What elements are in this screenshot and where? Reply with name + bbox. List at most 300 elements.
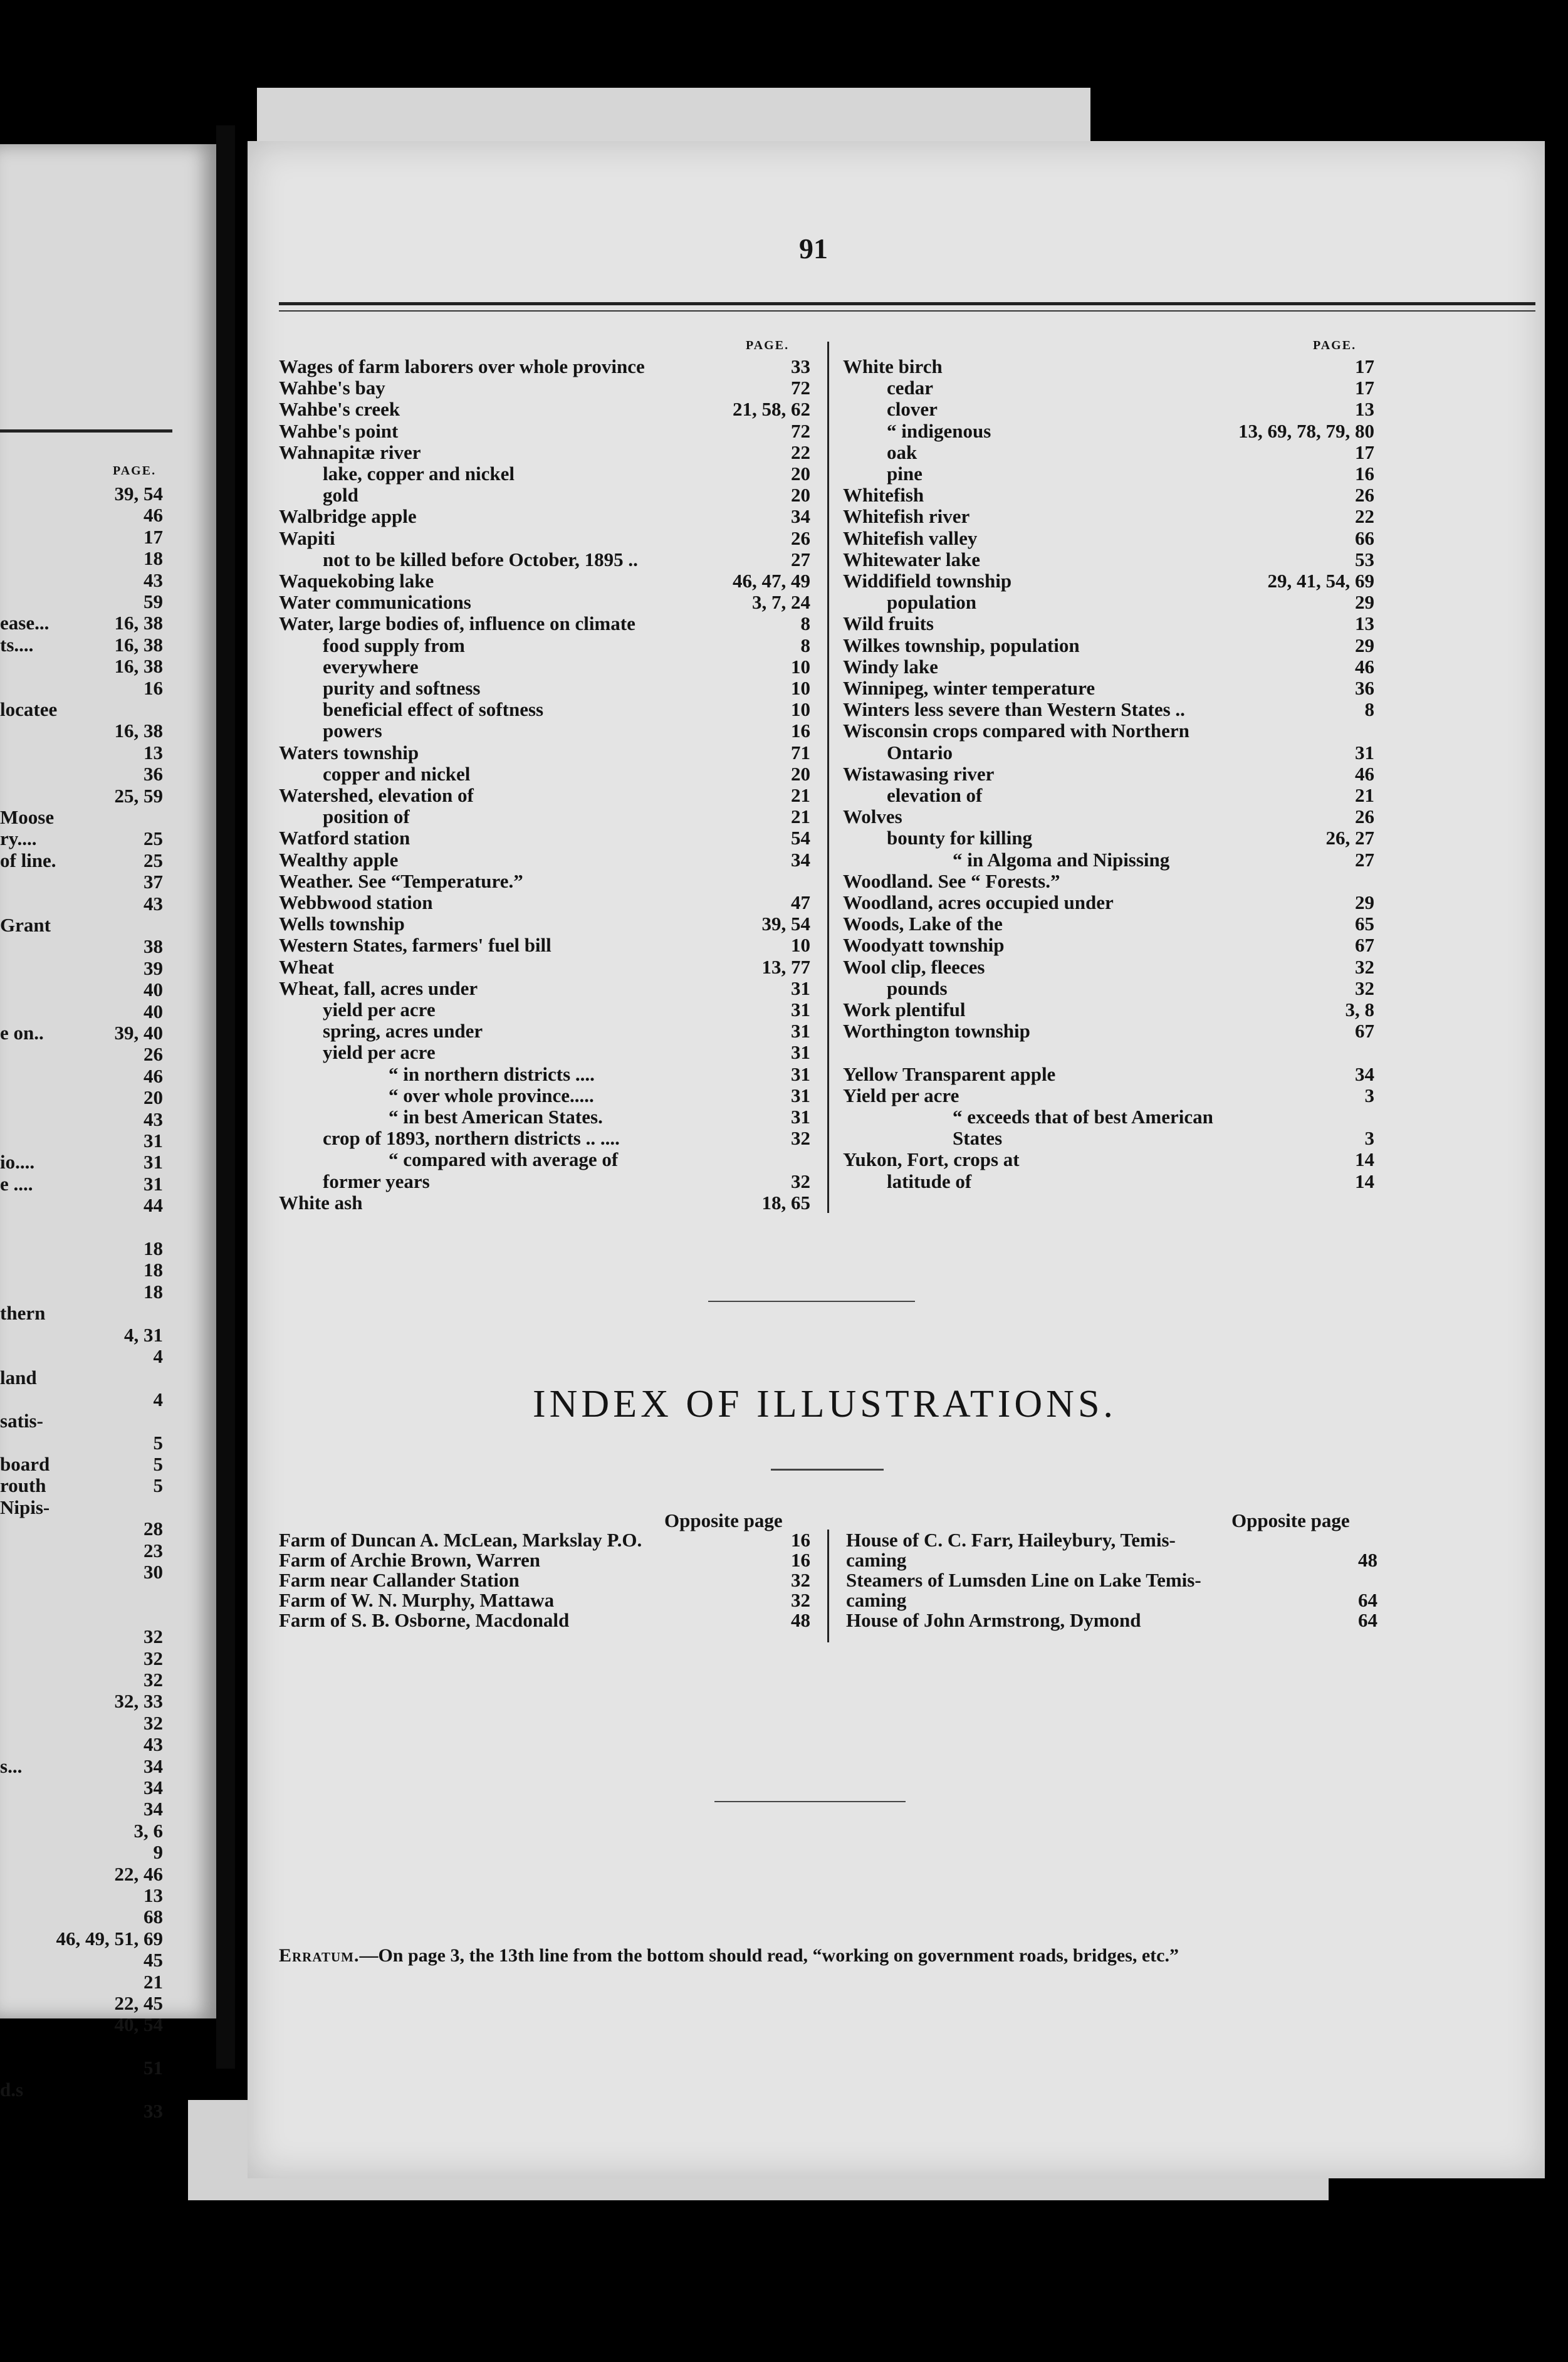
- page-number: 91: [799, 233, 828, 265]
- index-entry: [843, 935, 1374, 956]
- entry-page: 21: [791, 784, 810, 806]
- index-entry: [279, 528, 810, 549]
- entry-text: House of John Armstrong, Dymond: [846, 1609, 1141, 1631]
- entry-page: 16: [791, 1529, 810, 1551]
- facing-entry-page: 18: [144, 547, 163, 570]
- entry-page: 65: [1355, 913, 1374, 935]
- index-entry: [843, 720, 1374, 742]
- entry-text: pounds: [887, 977, 948, 999]
- entry-page: 67: [1355, 934, 1374, 957]
- facing-entry-page: 43: [144, 569, 163, 591]
- facing-entry-text: ease...: [0, 612, 50, 634]
- entry-page: 31: [791, 1106, 810, 1128]
- section-separator: [708, 1301, 915, 1302]
- entry-page: 8: [1364, 698, 1374, 721]
- title-underline: [771, 1469, 884, 1471]
- entry-text: Webbwood station: [279, 891, 433, 913]
- index-entry: [279, 613, 810, 634]
- entry-page: 31: [791, 1041, 810, 1064]
- facing-page: [0, 144, 216, 2122]
- entry-text: Water, large bodies of, influence on climate: [279, 612, 635, 635]
- index-entry: [279, 1106, 810, 1128]
- header-rule-thin: [279, 310, 1535, 312]
- entry-text: Farm of Archie Brown, Warren: [279, 1549, 541, 1571]
- facing-entry-page: 23: [144, 1539, 163, 1562]
- facing-entry-page: 4: [153, 1345, 163, 1367]
- index-entry: [279, 957, 810, 978]
- entry-page: 16: [791, 1549, 810, 1571]
- index-entry: [279, 1590, 810, 1610]
- facing-entry-page: 33: [144, 2100, 163, 2122]
- index-entry: [843, 957, 1374, 978]
- entry-text: Wilkes township, population: [843, 634, 1080, 656]
- facing-entry-text: Grant: [0, 914, 51, 936]
- facing-entry-page: 17: [144, 525, 163, 548]
- index-entry: [843, 892, 1374, 913]
- index-entry: [843, 1128, 1374, 1149]
- index-entry: [279, 1192, 810, 1214]
- facing-entry-page: 16, 38: [114, 612, 163, 634]
- gutter-shadow: [216, 125, 235, 2069]
- facing-entry-page: 34: [144, 1777, 163, 1798]
- index-entry: [279, 399, 810, 420]
- facing-entry-text: e on..: [0, 1022, 44, 1044]
- entry-text: “ indigenous: [887, 419, 991, 442]
- entry-page: 26: [791, 527, 810, 549]
- facing-entry-page: 25, 59: [114, 784, 163, 807]
- index-entry: [843, 678, 1374, 699]
- entry-page: 17: [1355, 377, 1374, 399]
- entry-text: Wahnapitæ river: [279, 441, 421, 463]
- entry-page: 32: [1355, 977, 1374, 999]
- index-entry: [279, 1550, 810, 1570]
- index-entry: [279, 592, 810, 613]
- index-entry: [279, 356, 810, 377]
- entry-page: 26, 27: [1325, 827, 1374, 849]
- entry-text: “ exceeds that of best American: [953, 1106, 1213, 1128]
- index-entry: [279, 1570, 810, 1590]
- entry-page: 3, 7, 24: [752, 591, 810, 614]
- entry-page: 32: [791, 1127, 810, 1150]
- entry-text: Winnipeg, winter temperature: [843, 677, 1095, 699]
- entry-text: Wheat, fall, acres under: [279, 977, 478, 999]
- erratum-note: [279, 1943, 1369, 1968]
- entry-text: Farm of Duncan A. McLean, Markslay P.O.: [279, 1529, 642, 1551]
- index-entry: [279, 549, 810, 570]
- entry-text: Woodyatt township: [843, 934, 1005, 957]
- index-entry: [846, 1530, 1377, 1550]
- facing-entry-page: 38: [144, 935, 163, 958]
- index-entry: [843, 570, 1374, 592]
- entry-page: 46: [1355, 762, 1374, 785]
- index-entry: [846, 1550, 1377, 1570]
- facing-entry-page: 5: [153, 1453, 163, 1475]
- entry-text: Wistawasing river: [843, 762, 995, 785]
- entry-page: 66: [1355, 527, 1374, 549]
- entry-text: Wild fruits: [843, 612, 934, 635]
- facing-entry-page: 18: [144, 1259, 163, 1281]
- entry-text: Woods, Lake of the: [843, 913, 1003, 935]
- entry-text: Wahbe's bay: [279, 377, 385, 399]
- index-entry: [843, 1042, 1374, 1063]
- entry-text: former years: [323, 1170, 430, 1192]
- entry-text: pine: [887, 463, 923, 485]
- illustrations-divider: [827, 1530, 829, 1642]
- entry-text: crop of 1893, northern districts .. ....: [323, 1127, 620, 1150]
- entry-text: Wells township: [279, 913, 405, 935]
- entry-page: 20: [791, 463, 810, 485]
- entry-page: 32: [791, 1589, 810, 1611]
- facing-entry-page: 40: [144, 979, 163, 1001]
- entry-text: “ in Algoma and Nipissing: [953, 848, 1170, 871]
- entry-text: Weather. See “Temperature.”: [279, 869, 523, 892]
- entry-page: 29: [1355, 634, 1374, 656]
- index-entry: [279, 1149, 810, 1170]
- entry-text: Waquekobing lake: [279, 570, 434, 592]
- erratum-text: —On page 3, the 13th line from the bottom should read, “working on government roads, bridges, etc.”: [359, 1945, 1179, 1966]
- facing-entry-page: 40: [144, 1000, 163, 1022]
- facing-entry-text: s...: [0, 1755, 23, 1777]
- index-entry: [279, 913, 810, 935]
- facing-entry-page: 4: [153, 1388, 163, 1410]
- entry-text: Farm near Callander Station: [279, 1569, 520, 1591]
- entry-text: States: [953, 1127, 1003, 1150]
- entry-text: Woodland. See “ Forests.”: [843, 869, 1060, 892]
- entry-page: 32: [791, 1170, 810, 1192]
- left-col-page-header: PAGE.: [746, 339, 790, 352]
- index-entry: [843, 764, 1374, 785]
- index-entry: [279, 699, 810, 720]
- entry-page: 72: [791, 377, 810, 399]
- facing-entry-text: Nipis-: [0, 1496, 50, 1518]
- facing-entry-page: 46, 49, 51, 69: [56, 1927, 163, 1950]
- facing-entry-text: of line.: [0, 849, 56, 871]
- facing-entry-page: 34: [144, 1755, 163, 1777]
- index-entry: [279, 442, 810, 463]
- facing-entry-page: 22, 46: [114, 1862, 163, 1885]
- index-entry: [279, 570, 810, 592]
- index-entry: [843, 827, 1374, 849]
- index-entry: [843, 1064, 1374, 1085]
- index-entry: [279, 871, 810, 892]
- index-entry: [843, 785, 1374, 806]
- facing-entry-page: 26: [144, 1043, 163, 1066]
- index-entry: [843, 356, 1374, 377]
- facing-entry-page: 46: [144, 1064, 163, 1087]
- index-entry: [279, 1171, 810, 1192]
- index-entry: [843, 849, 1374, 871]
- entry-text: Watford station: [279, 827, 410, 849]
- facing-entry-page: 68: [144, 1906, 163, 1928]
- facing-entry-page: 25: [144, 827, 163, 850]
- facing-entry-text: Moose: [0, 806, 55, 828]
- entry-text: Water communications: [279, 591, 471, 614]
- entry-page: 21, 58, 62: [733, 398, 810, 421]
- index-entry: [279, 827, 810, 849]
- entry-page: 22: [1355, 505, 1374, 528]
- entry-text: Watershed, elevation of: [279, 784, 474, 806]
- entry-text: Widdifield township: [843, 570, 1012, 592]
- facing-entry-page: 18: [144, 1280, 163, 1303]
- entry-text: Farm of W. N. Murphy, Mattawa: [279, 1589, 555, 1611]
- entry-page: 10: [791, 677, 810, 699]
- entry-text: Winters less severe than Western States ..: [843, 698, 1185, 721]
- entry-text: Whitefish valley: [843, 527, 978, 549]
- entry-text: powers: [323, 720, 382, 742]
- entry-text: Waters township: [279, 741, 419, 764]
- index-entry: [279, 377, 810, 399]
- entry-text: Wahbe's point: [279, 419, 399, 442]
- entry-page: 31: [791, 977, 810, 999]
- facing-entry-text: d.s: [0, 2078, 24, 2101]
- entry-page: 13: [1355, 398, 1374, 421]
- facing-page-rule: [0, 429, 172, 433]
- facing-entry-page: 36: [144, 763, 163, 785]
- facing-entry-page: 40, 54: [114, 2013, 163, 2036]
- column-divider: [827, 342, 829, 1213]
- index-entry: [279, 1128, 810, 1149]
- facing-entry-text: board: [0, 1453, 50, 1475]
- entry-page: 14: [1355, 1148, 1374, 1171]
- entry-page: 29, 41, 54, 69: [1267, 570, 1374, 592]
- facing-entry-page: 31: [144, 1130, 163, 1152]
- entry-page: 36: [1355, 677, 1374, 699]
- entry-text: beneficial effect of softness: [323, 698, 544, 721]
- entry-page: 10: [791, 934, 810, 957]
- entry-text: Worthington township: [843, 1020, 1030, 1042]
- facing-entry-page: 32: [144, 1711, 163, 1734]
- index-entry: [843, 699, 1374, 720]
- entry-page: 54: [791, 827, 810, 849]
- entry-text: oak: [887, 441, 917, 463]
- entry-text: “ over whole province.....: [389, 1084, 594, 1106]
- index-entry: [843, 978, 1374, 999]
- entry-page: 64: [1358, 1609, 1377, 1631]
- entry-page: 16: [791, 720, 810, 742]
- facing-entry-page: 13: [144, 741, 163, 764]
- entry-page: 31: [791, 1020, 810, 1042]
- right-col-page-header: PAGE.: [1313, 339, 1357, 352]
- index-entry: [843, 656, 1374, 678]
- index-entry: [843, 463, 1374, 485]
- index-entry: [279, 892, 810, 913]
- index-entry: [843, 1149, 1374, 1170]
- entry-text: Western States, farmers' fuel bill: [279, 934, 551, 957]
- entry-page: 16: [1355, 463, 1374, 485]
- facing-entry-page: 13: [144, 1884, 163, 1906]
- entry-page: 17: [1355, 441, 1374, 463]
- entry-page: 8: [800, 612, 810, 635]
- entry-page: 26: [1355, 484, 1374, 507]
- entry-page: 10: [791, 655, 810, 678]
- opposite-page-label-right: Opposite page: [1231, 1509, 1350, 1531]
- index-entry: [843, 1085, 1374, 1106]
- facing-entry-page: 22, 45: [114, 1992, 163, 2014]
- entry-page: 39, 54: [761, 913, 810, 935]
- end-separator: [714, 1801, 906, 1802]
- entry-page: 27: [1355, 848, 1374, 871]
- index-entry: [843, 999, 1374, 1021]
- entry-text: Wolves: [843, 806, 902, 828]
- entry-page: 48: [1358, 1549, 1377, 1571]
- facing-entry-text: e ....: [0, 1172, 33, 1195]
- entry-page: 3: [1364, 1084, 1374, 1106]
- entry-text: “ in northern districts ....: [389, 1063, 595, 1085]
- entry-page: 46: [1355, 655, 1374, 678]
- entry-text: Wisconsin crops compared with Northern: [843, 720, 1189, 742]
- opposite-page-label-left: Opposite page: [664, 1509, 783, 1531]
- entry-text: copper and nickel: [323, 762, 471, 785]
- entry-text: purity and softness: [323, 677, 481, 699]
- entry-page: 21: [1355, 784, 1374, 806]
- entry-page: 34: [791, 848, 810, 871]
- entry-page: 14: [1355, 1170, 1374, 1192]
- entry-page: 48: [791, 1609, 810, 1631]
- facing-entry-page: 34: [144, 1798, 163, 1820]
- index-entry: [279, 1085, 810, 1106]
- entry-page: 13, 69, 78, 79, 80: [1238, 419, 1374, 442]
- facing-entry-page: 44: [144, 1194, 163, 1217]
- index-entry: [279, 1064, 810, 1085]
- facing-entry-page: 28: [144, 1518, 163, 1540]
- facing-entry-page: 16, 38: [114, 633, 163, 656]
- index-entry: [843, 871, 1374, 892]
- entry-text: Walbridge apple: [279, 505, 417, 528]
- index-entry: [843, 399, 1374, 420]
- facing-entry-page: 32: [144, 1625, 163, 1648]
- index-entry: [279, 656, 810, 678]
- entry-page: 31: [1355, 741, 1374, 764]
- facing-entry-page: 21: [144, 1970, 163, 1993]
- illustrations-title: INDEX OF ILLUSTRATIONS.: [533, 1383, 1117, 1425]
- entry-page: 13, 77: [761, 955, 810, 978]
- facing-entry-text: locatee: [0, 698, 58, 720]
- entry-page: 22: [791, 441, 810, 463]
- entry-page: 71: [791, 741, 810, 764]
- entry-text: Wealthy apple: [279, 848, 399, 871]
- index-entry: [279, 463, 810, 485]
- index-entry: [279, 1021, 810, 1042]
- facing-entry-page: 43: [144, 1733, 163, 1756]
- entry-page: 31: [791, 999, 810, 1021]
- entry-text: Whitewater lake: [843, 548, 980, 570]
- facing-entry-page: 32: [144, 1647, 163, 1669]
- entry-page: 3: [1364, 1127, 1374, 1150]
- entry-text: Whitefish river: [843, 505, 970, 528]
- entry-text: bounty for killing: [887, 827, 1033, 849]
- facing-entry-page: 32: [144, 1669, 163, 1691]
- entry-text: Wheat: [279, 955, 334, 978]
- index-entry: [843, 1021, 1374, 1042]
- entry-text: elevation of: [887, 784, 983, 806]
- facing-entry-page: 31: [144, 1151, 163, 1173]
- facing-entry-text: thern: [0, 1302, 46, 1325]
- entry-text: caming: [846, 1549, 907, 1571]
- facing-entry-page: 46: [144, 504, 163, 527]
- facing-entry-page: 5: [153, 1474, 163, 1497]
- entry-text: “ compared with average of: [389, 1148, 619, 1171]
- index-entry: [843, 528, 1374, 549]
- index-entry: [843, 592, 1374, 613]
- entry-page: 47: [791, 891, 810, 913]
- index-entry: [279, 785, 810, 806]
- index-entry: [279, 978, 810, 999]
- entry-text: food supply from: [323, 634, 465, 656]
- facing-entry-page: 20: [144, 1086, 163, 1109]
- entry-text: Wapiti: [279, 527, 335, 549]
- facing-entry-page: 25: [144, 849, 163, 871]
- header-rule: [279, 302, 1535, 305]
- index-entry: [279, 720, 810, 742]
- facing-entry-page: 31: [144, 1172, 163, 1195]
- entry-text: lake, copper and nickel: [323, 463, 515, 485]
- index-entry: [279, 678, 810, 699]
- index-entry: [279, 764, 810, 785]
- facing-entry-page: 16: [144, 676, 163, 699]
- entry-text: clover: [887, 398, 938, 421]
- facing-entry-text: land: [0, 1367, 37, 1389]
- entry-page: 46, 47, 49: [733, 570, 810, 592]
- index-entry: [843, 913, 1374, 935]
- entry-text: cedar: [887, 377, 934, 399]
- entry-page: 31: [791, 1063, 810, 1085]
- facing-entry-page: 18: [144, 1237, 163, 1259]
- index-entry: [279, 999, 810, 1021]
- entry-page: 20: [791, 484, 810, 507]
- entry-page: 53: [1355, 548, 1374, 570]
- entry-page: 34: [1355, 1063, 1374, 1085]
- entry-page: 31: [791, 1084, 810, 1106]
- facing-entry-page: 4, 31: [124, 1323, 163, 1346]
- facing-entry-page: 43: [144, 892, 163, 915]
- index-entry: [279, 1610, 810, 1630]
- index-entry: [843, 506, 1374, 527]
- facing-entry-page: 30: [144, 1561, 163, 1583]
- entry-page: 8: [800, 634, 810, 656]
- entry-page: 10: [791, 698, 810, 721]
- entry-text: Yukon, Fort, crops at: [843, 1148, 1020, 1171]
- index-entry: [843, 613, 1374, 634]
- facing-entry-page: 3, 6: [133, 1819, 163, 1842]
- index-entry: [279, 506, 810, 527]
- entry-page: 34: [791, 505, 810, 528]
- entry-page: 67: [1355, 1020, 1374, 1042]
- index-entry: [279, 935, 810, 956]
- facing-entry-page: 9: [153, 1841, 163, 1864]
- entry-text: population: [887, 591, 977, 614]
- entry-page: 32: [1355, 955, 1374, 978]
- entry-page: 64: [1358, 1589, 1377, 1611]
- index-entry: [279, 421, 810, 442]
- index-entry: [279, 635, 810, 656]
- index-entry: [846, 1610, 1377, 1630]
- entry-text: latitude of: [887, 1170, 972, 1192]
- entry-text: yield per acre: [323, 999, 436, 1021]
- index-entry: [279, 1530, 810, 1550]
- entry-text: Whitefish: [843, 484, 924, 507]
- entry-text: Steamers of Lumsden Line on Lake Temis-: [846, 1569, 1201, 1591]
- entry-page: 20: [791, 762, 810, 785]
- entry-text: spring, acres under: [323, 1020, 483, 1042]
- entry-page: 18, 65: [761, 1191, 810, 1214]
- entry-text: White birch: [843, 355, 943, 377]
- entry-text: Wahbe's creek: [279, 398, 400, 421]
- entry-page: 27: [791, 548, 810, 570]
- entry-text: Wages of farm laborers over whole province: [279, 355, 645, 377]
- index-entry: [279, 742, 810, 764]
- entry-text: everywhere: [323, 655, 419, 678]
- entry-text: Woodland, acres occupied under: [843, 891, 1114, 913]
